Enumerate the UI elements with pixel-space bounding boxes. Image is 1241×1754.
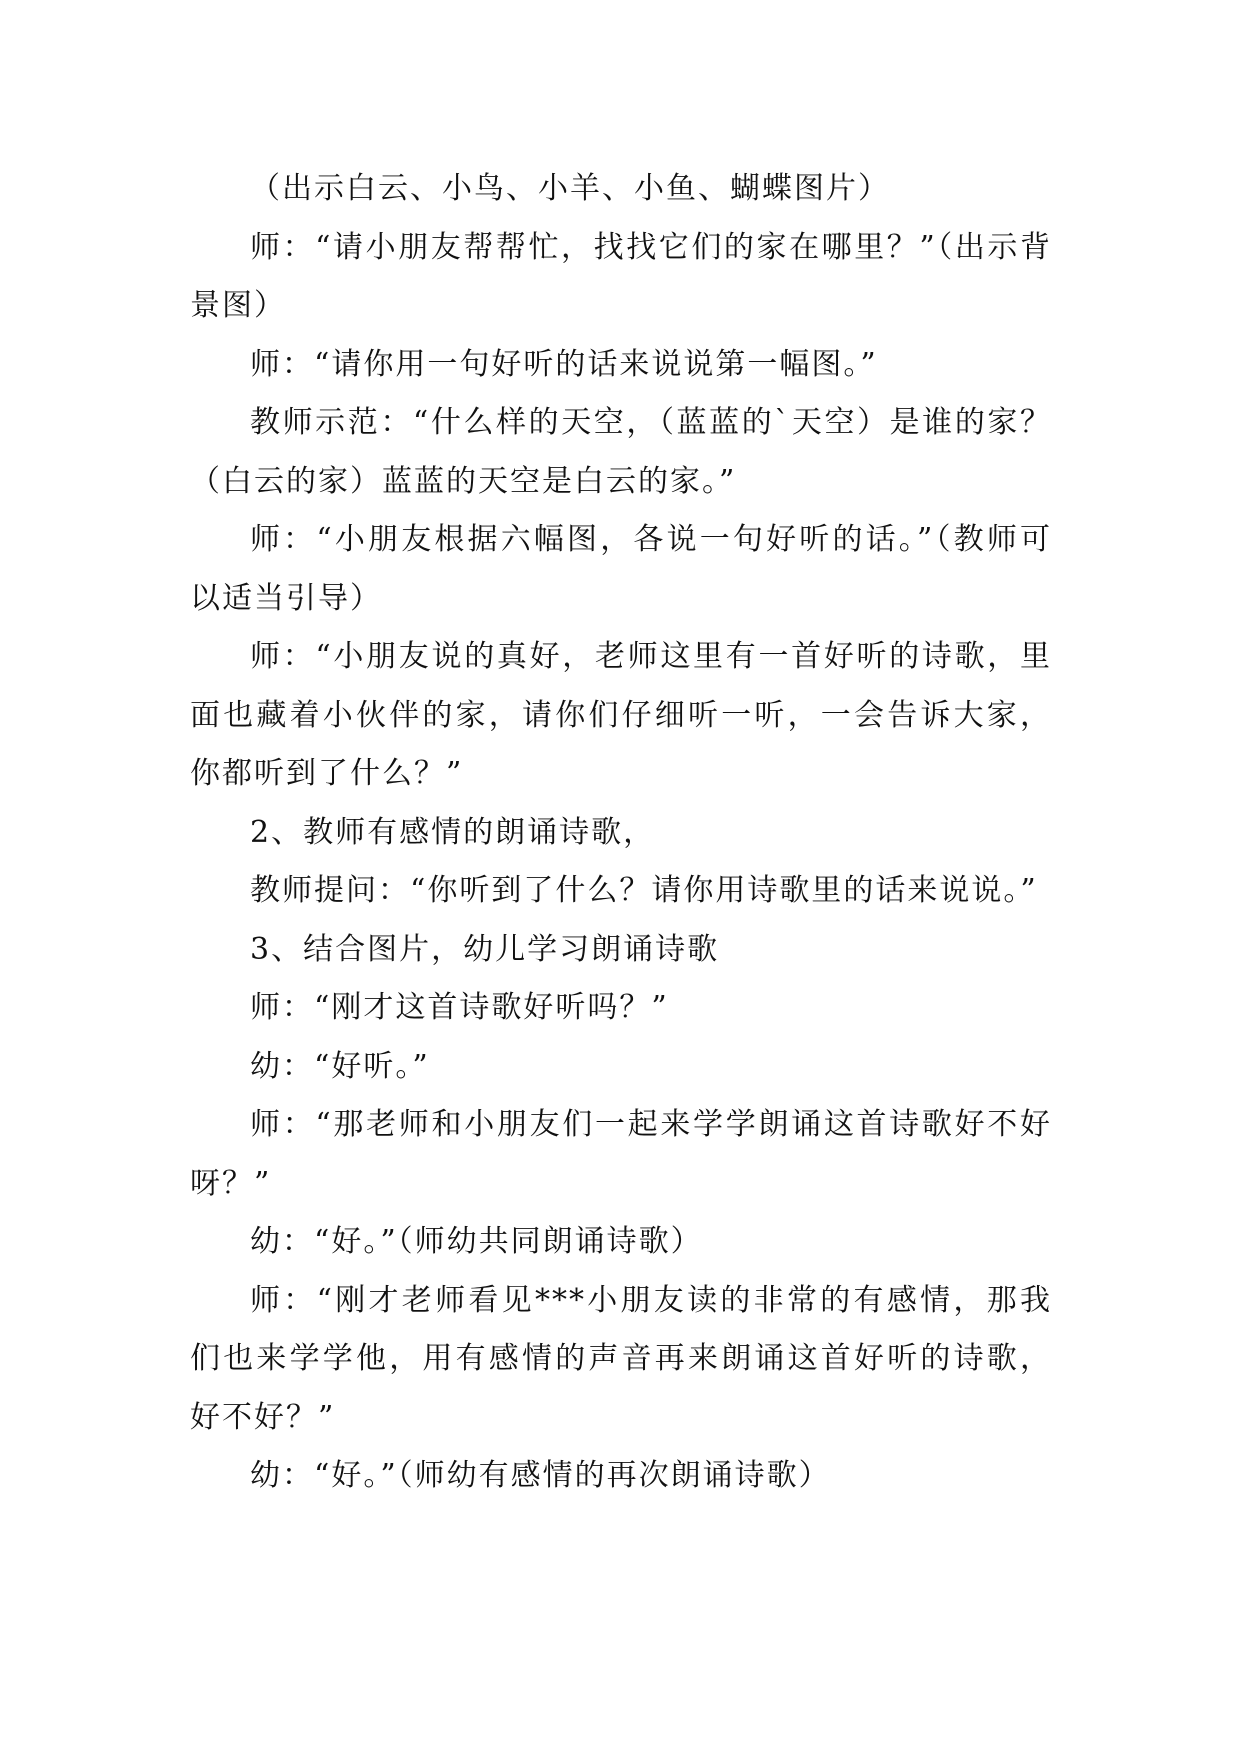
paragraph-find-homes: 师：“请小朋友帮帮忙，找找它们的家在哪里？”（出示背景图） [190, 229, 1052, 323]
paragraph-teacher-demo: 教师示范：“什么样的天空，（蓝蓝的`天空）是谁的家？（白云的家）蓝蓝的天空是白云的家。” [190, 405, 1052, 499]
paragraph-answer-nice: 幼：“好听。” [250, 1048, 430, 1084]
paragraph-describe-first-picture: 师：“请你用一句好听的话来说说第一幅图。” [250, 346, 878, 382]
paragraph-show-pictures: （出示白云、小鸟、小羊、小鱼、蝴蝶图片） [250, 171, 890, 206]
paragraph-ask-nice: 师：“刚才这首诗歌好听吗？” [250, 990, 669, 1025]
document-page [190, 160, 1052, 1506]
paragraph-learn-together: 师：“那老师和小朋友们一起来学学朗诵这首诗歌好不好呀？” [190, 1107, 1052, 1201]
paragraph-step-3: 3、结合图片，幼儿学习朗诵诗歌 [250, 931, 720, 967]
paragraph-six-pictures: 师：“小朋友根据六幅图，各说一句好听的话。”（教师可以适当引导） [190, 522, 1052, 616]
paragraph-read-with-feeling: 师：“刚才老师看见***小朋友读的非常的有感情，那我们也来学学他，用有感情的声音再来朗诵这首好听的诗歌，好不好？” [190, 1282, 1052, 1435]
paragraph-teacher-question: 教师提问：“你听到了什么？请你用诗歌里的话来说说。” [250, 873, 1038, 908]
paragraph-answer-ok-1: 幼：“好。”（师幼共同朗诵诗歌） [250, 1224, 703, 1259]
paragraph-answer-ok-2: 幼：“好。”（师幼有感情的再次朗诵诗歌） [250, 1458, 831, 1493]
paragraph-step-2: 2、教师有感情的朗诵诗歌， [250, 814, 656, 850]
paragraph-introduce-poem: 师：“小朋友说的真好，老师这里有一首好听的诗歌，里面也藏着小伙伴的家，请你们仔细听一听，一会告诉大家，你都听到了什么？” [190, 639, 1052, 791]
